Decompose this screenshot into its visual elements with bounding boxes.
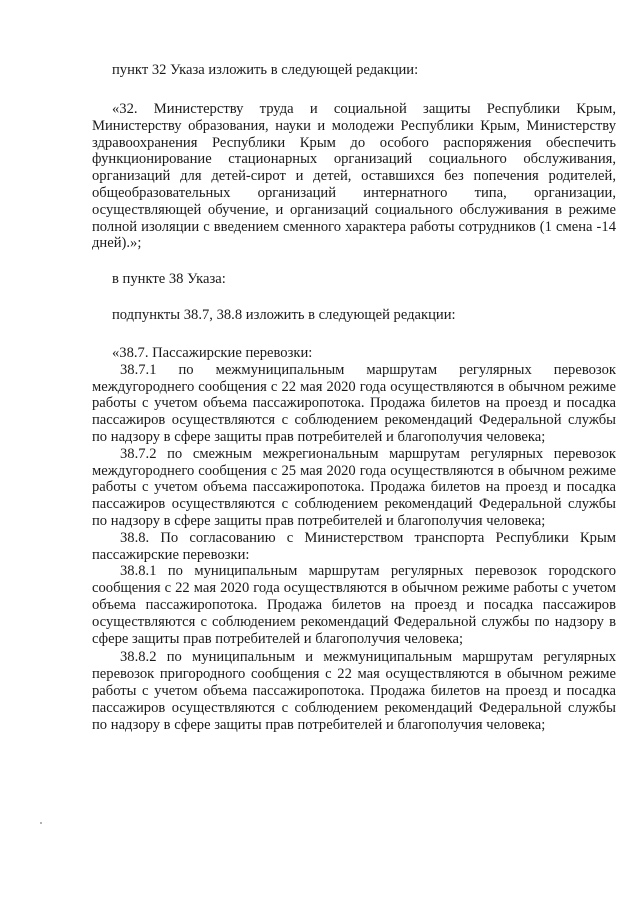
paragraph-intro-32: пункт 32 Указа изложить в следующей редакции: xyxy=(112,62,419,78)
section-38-7 xyxy=(92,345,616,733)
paragraph-38-8-2: 38.8.2 по муниципальным и межмуниципальным маршрутам регулярных перевозок пригородного сообщения с 22 мая осуществляются в обычном режиме работы с учетом объема пассажиропотока. Продажа билетов на проезд и посадка пассажиров осуществляются с соблюдением рекомендаций Федеральной службы по надзору в сфере защиты прав потребителей и благополучия человека; xyxy=(92,649,616,733)
paragraph-32: «32. Министерству труда и социальной защиты Республики Крым, Министерству образования, науки и молодежи Республики Крым, Министерству здравоохранения Республики Крым до особого распоряжения обеспечить функционирование стационарных организаций социального обслуживания, организаций для детей-сирот и детей, оставшихся без попечения родителей, общеобразовательных организаций интернатного типа, организации, осуществляющей обучение, и организаций социального обслуживания в режиме полной изоляции с введением сменного характера работы сотрудников (1 смена -14 дней).»; xyxy=(92,101,616,252)
paragraph-38-8-1: 38.8.1 по муниципальным маршрутам регулярных перевозок городского сообщения с 22 мая 2020 года осуществляются в обычном режиме работы с учетом объема пассажиропотока. Продажа билетов на проезд и посадка пассажиров осуществляются с соблюдением рекомендаций Федеральной службы по надзору в сфере защиты прав потребителей и благополучия человека; xyxy=(92,563,616,647)
paragraph-38-7-2: 38.7.2 по смежным межрегиональным маршрутам регулярных перевозок междугороднего сообщения с 25 мая 2020 года осуществляются в обычном режиме работы с учетом объема пассажиропотока. Продажа билетов на проезд и посадка пассажиров осуществляются с соблюдением рекомендаций Федеральной службы по надзору в сфере защиты прав потребителей и благополучия человека; xyxy=(92,445,616,529)
paragraph-38-heading: в пункте 38 Указа: xyxy=(112,271,226,287)
scan-speck xyxy=(40,822,42,824)
paragraph-38-7-1: 38.7.1 по межмуниципальным маршрутам регулярных перевозок междугороднего сообщения с 22 мая 2020 года осуществляются в обычном режиме работы с учетом объема пассажиропотока. Продажа билетов на проезд и посадка пассажиров осуществляются с соблюдением рекомендаций Федеральной службы по надзору в сфере защиты прав потребителей и благополучия человека; xyxy=(92,361,616,445)
paragraph-38-8: 38.8. По согласованию с Министерством транспорта Республики Крым пассажирские перевозки: xyxy=(92,529,616,563)
paragraph-38-7-heading: «38.7. Пассажирские перевозки: xyxy=(112,345,313,361)
paragraph-38-intro: подпункты 38.7, 38.8 изложить в следующей редакции: xyxy=(112,307,456,323)
